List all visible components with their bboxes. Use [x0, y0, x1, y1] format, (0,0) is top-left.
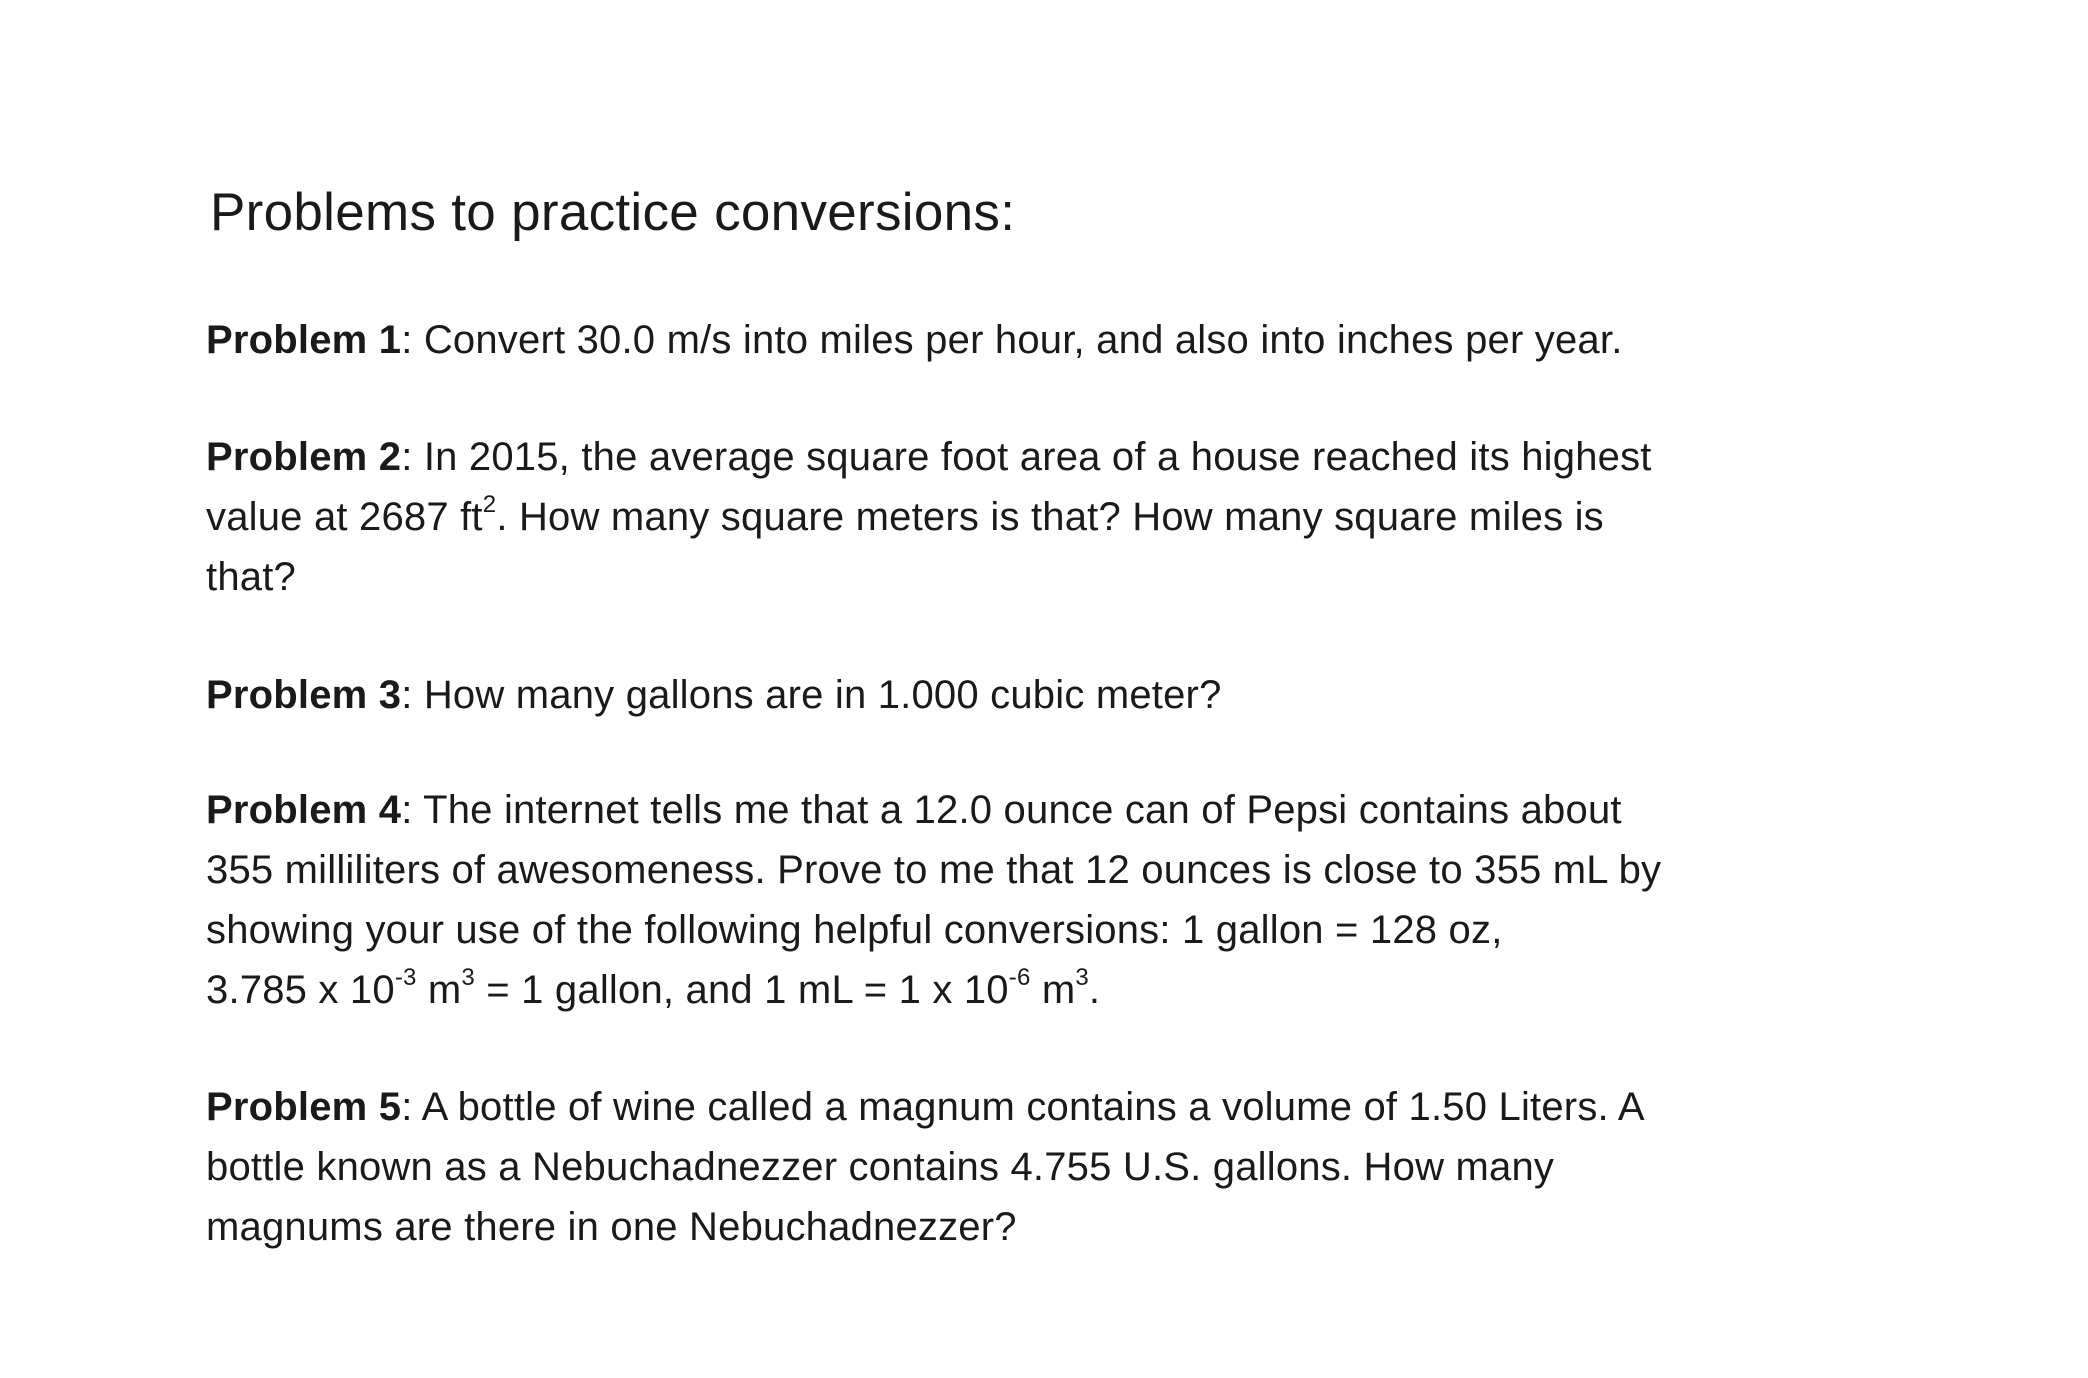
problem-4-text-4c: = 1 gallon, and 1 mL = 1 x 10	[474, 968, 1009, 1012]
problem-3-line-1	[206, 665, 1926, 725]
problem-5-line-3: magnums are there in one Nebuchadnezzer?	[206, 1205, 1017, 1249]
problem-4-line-4	[206, 960, 1926, 1020]
problem-4-line-2: 355 milliliters of awesomeness. Prove to me that 12 ounces is close to 355 mL by	[206, 848, 1662, 892]
problem-4-text-4e: .	[1088, 968, 1101, 1012]
problem-5-label: Problem 5	[206, 1085, 402, 1129]
problem-2-text-2b: . How many square meters is that? How many square miles is	[496, 495, 1604, 539]
problem-4-superscript-4: 3	[1075, 963, 1089, 991]
problem-5-line-2: bottle known as a Nebuchadnezzer contains 4.755 U.S. gallons. How many	[206, 1145, 1555, 1189]
problem-4-superscript-3: -6	[1008, 963, 1031, 991]
problem-4-line-3: showing your use of the following helpful conversions: 1 gallon = 128 oz,	[206, 908, 1503, 952]
problem-1-label: Problem 1	[206, 318, 402, 362]
page-title: Problems to practice conversions:	[210, 183, 1016, 242]
problem-2-superscript: 2	[482, 490, 497, 518]
problem-4-text-4b: m	[416, 968, 462, 1012]
problem-4-line-1	[206, 780, 1926, 840]
problem-4-superscript-2: 3	[461, 963, 475, 991]
problem-3-label: Problem 3	[206, 673, 402, 717]
problem-4-text-4a: 3.785 x 10	[206, 968, 395, 1012]
problem-5	[206, 1077, 1926, 1257]
problem-2-text-2a: value at 2687 ft	[206, 495, 483, 539]
problem-2-line-2	[206, 487, 1926, 547]
problem-2-text-1: : In 2015, the average square foot area of a house reached its highest	[401, 435, 1652, 479]
problem-5-text-1: : A bottle of wine called a magnum contains a volume of 1.50 Liters. A	[401, 1085, 1645, 1129]
problem-4-label: Problem 4	[206, 788, 402, 832]
problem-1-text: : Convert 30.0 m/s into miles per hour, and also into inches per year.	[401, 318, 1623, 362]
problem-2-line-3: that?	[206, 555, 296, 599]
problem-5-line-1	[206, 1077, 1926, 1137]
problem-4	[206, 780, 1926, 1020]
problem-4-superscript-1: -3	[394, 963, 417, 991]
problem-3-text: : How many gallons are in 1.000 cubic meter?	[401, 673, 1222, 717]
problem-2-label: Problem 2	[206, 435, 402, 479]
problem-4-text-4d: m	[1030, 968, 1076, 1012]
problem-4-text-1: : The internet tells me that a 12.0 ounce can of Pepsi contains about	[401, 788, 1622, 832]
problem-1-line-1	[206, 310, 1926, 370]
problem-3	[206, 665, 1926, 725]
problem-2	[206, 427, 1926, 607]
problem-1	[206, 310, 1926, 370]
problem-2-line-1	[206, 427, 1926, 487]
